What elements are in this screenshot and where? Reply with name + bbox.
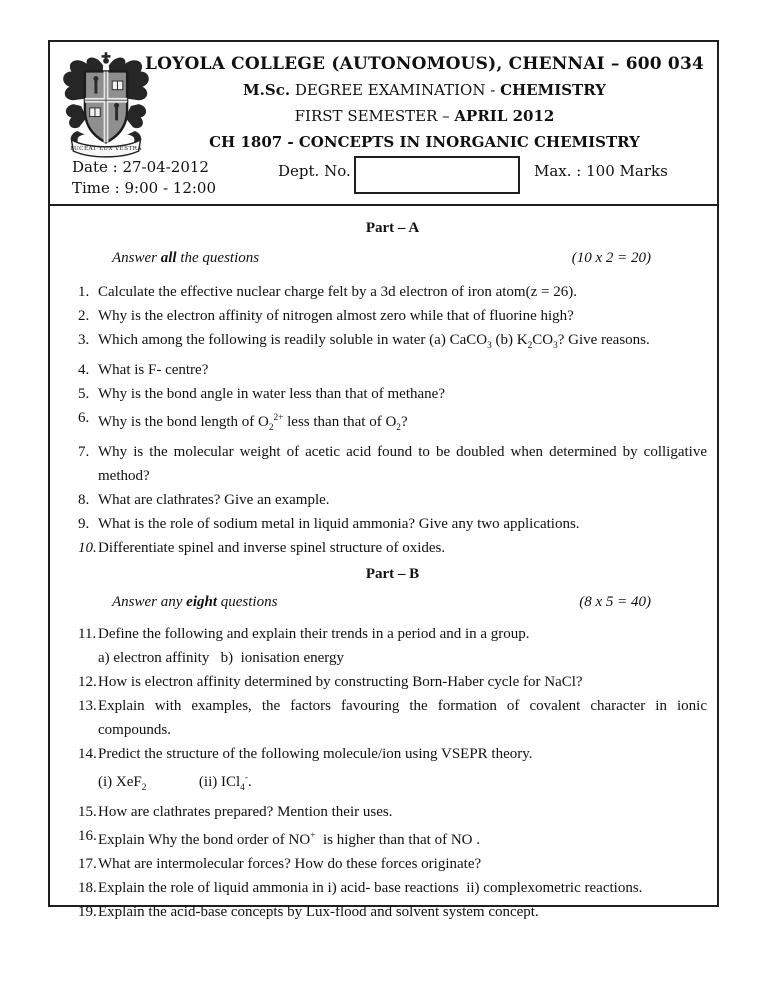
question-subline — [78, 766, 707, 800]
paper-header — [50, 42, 717, 206]
question-text: Explain the acid-base concepts by Lux-flood and solvent system concept. — [98, 904, 539, 920]
question-subtext: (i) XeF$_2$ (ii) ICl$_4$-. — [98, 773, 252, 793]
question-row-8 — [78, 488, 707, 512]
date-time-block — [72, 157, 216, 199]
exam-paper — [48, 40, 719, 920]
question-number: 19. — [78, 904, 97, 920]
question-row-10 — [78, 536, 707, 560]
question-number: 18. — [78, 880, 97, 896]
max-marks: Max. : 100 Marks — [534, 162, 668, 180]
exam-month: APRIL 2012 — [454, 107, 555, 125]
question-text: Differentiate spinel and inverse spinel structure of oxides. — [98, 540, 446, 556]
question-number: 5. — [78, 386, 90, 402]
part-title: Part – B — [365, 566, 420, 582]
question-row-1 — [78, 280, 707, 304]
exam-meta-row — [50, 155, 717, 204]
question-row-16 — [78, 824, 707, 852]
question-row-5 — [78, 382, 707, 406]
question-text: Explain Why the bond order of NO+ is higher than that of NO . — [98, 831, 480, 848]
instruction-text: Answer all the questions — [112, 250, 260, 266]
question-subline — [78, 646, 707, 670]
marks-scheme: (8 x 5 = 40) — [579, 594, 651, 610]
exam-date: Date : 27-04-2012 — [72, 158, 209, 176]
exam-time: Time : 9:00 - 12:00 — [72, 179, 217, 197]
question-subtext: a) electron affinity b) ionisation energy — [98, 650, 345, 666]
question-text: Why is the molecular weight of acetic acid found to be doubled when determined by colligative method? — [98, 444, 711, 484]
question-text: Why is the electron affinity of nitrogen almost zero while that of fluorine high? — [98, 308, 574, 324]
question-number: 4. — [78, 362, 90, 378]
question-number: 12. — [78, 674, 97, 690]
question-row-3 — [78, 328, 707, 358]
question-row-2 — [78, 304, 707, 328]
question-row-13 — [78, 694, 711, 742]
dept-no-label: Dept. No. — [278, 162, 351, 180]
college-crest-emblem — [58, 50, 154, 162]
question-text: Explain with examples, the factors favouring the formation of covalent character in ionic compounds. — [98, 698, 711, 738]
question-row-11 — [78, 622, 707, 646]
question-number: 2. — [78, 308, 90, 324]
college-name: LOYOLA COLLEGE (AUTONOMOUS), CHENNAI – 600 034 — [144, 54, 705, 74]
question-row-17 — [78, 852, 707, 876]
question-number-spacer — [78, 766, 98, 800]
question-text: What is the role of sodium metal in liquid ammonia? Give any two applications. — [98, 516, 580, 532]
college-crest — [58, 50, 154, 162]
question-row-12 — [78, 670, 707, 694]
instruction-row — [78, 246, 707, 270]
question-paper-body — [50, 206, 717, 920]
instruction-text: Answer any eight questions — [112, 594, 278, 610]
question-text: Define the following and explain their trends in a period and in a group. — [98, 626, 530, 642]
question-number: 13. — [78, 698, 97, 714]
semester-line — [142, 103, 707, 129]
question-text: What are intermolecular forces? How do these forces originate? — [98, 856, 482, 872]
question-number: 7. — [78, 444, 90, 460]
instruction-row — [78, 590, 707, 614]
question-text: Calculate the effective nuclear charge felt by a 3d electron of iron atom(z = 26). — [98, 284, 577, 300]
question-number: 16. — [78, 828, 97, 844]
question-number: 17. — [78, 856, 97, 872]
subject-name: CHEMISTRY — [500, 81, 606, 99]
exam-title-text: DEGREE EXAMINATION - — [290, 81, 501, 99]
dept-no-fill-box — [354, 156, 520, 194]
question-number: 15. — [78, 804, 97, 820]
question-row-15 — [78, 800, 707, 824]
question-number: 14. — [78, 746, 97, 762]
question-row-14 — [78, 742, 707, 766]
degree-abbrev: M.Sc. — [243, 81, 291, 99]
question-text: Predict the structure of the following molecule/ion using VSEPR theory. — [98, 746, 533, 762]
exam-title — [142, 77, 707, 103]
question-text: How is electron affinity determined by constructing Born-Haber cycle for NaCl? — [98, 674, 583, 690]
question-text: Which among the following is readily soluble in water (a) CaCO$_3$ (b) $K_2CO_3$? Give reasons. — [98, 332, 650, 351]
question-number: 11. — [78, 626, 97, 642]
question-number: 8. — [78, 492, 90, 508]
question-text: How are clathrates prepared? Mention their uses. — [98, 804, 393, 820]
question-text: Explain the role of liquid ammonia in i) acid- base reactions ii) complexometric reactions. — [98, 880, 643, 896]
question-row-9 — [78, 512, 707, 536]
question-number: 10. — [78, 540, 97, 556]
crest-motto: LUCEAT LUX VESTRA — [70, 146, 142, 153]
question-number: 3. — [78, 332, 90, 348]
question-number: 9. — [78, 516, 90, 532]
question-row-19 — [78, 900, 707, 924]
question-row-7 — [78, 440, 711, 488]
question-row-4 — [78, 358, 707, 382]
question-number: 6. — [78, 410, 90, 426]
question-text: Why is the bond length of $O_2^{2+}$ less than that of $O_2$? — [98, 413, 408, 433]
question-number-spacer — [78, 646, 98, 670]
question-row-6 — [78, 406, 707, 440]
question-text: What are clathrates? Give an example. — [98, 492, 330, 508]
course-title: CH 1807 - CONCEPTS IN INORGANIC CHEMISTRY — [209, 133, 640, 151]
semester-text: FIRST SEMESTER – — [294, 107, 455, 125]
question-text: Why is the bond angle in water less than that of methane? — [98, 386, 445, 402]
sections-container — [78, 216, 711, 924]
marks-scheme: (10 x 2 = 20) — [571, 250, 651, 266]
question-number: 1. — [78, 284, 90, 300]
part-title: Part – A — [365, 220, 420, 236]
question-row-18 — [78, 876, 707, 900]
question-text: What is F- centre? — [98, 362, 209, 378]
